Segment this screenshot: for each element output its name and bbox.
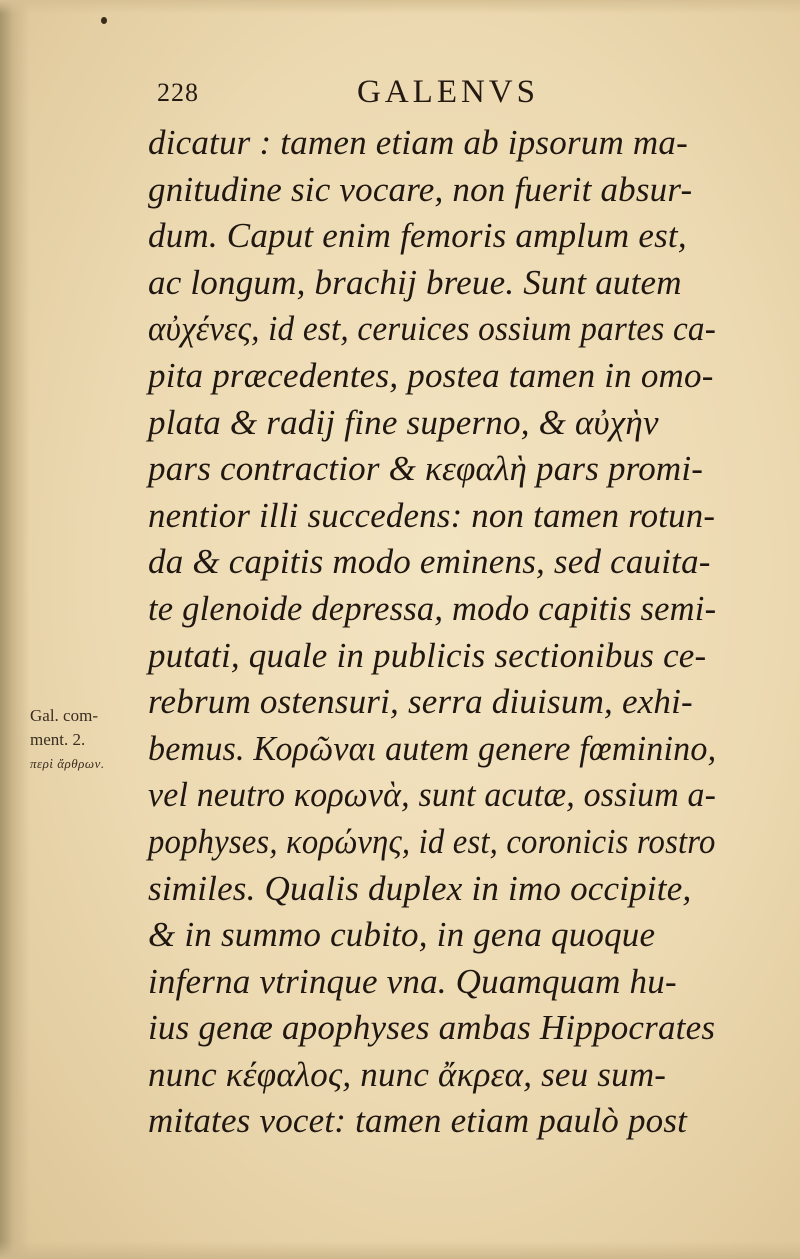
text-line: putati, quale in publicis sectionibus ce-	[148, 635, 707, 675]
text-line: nunc κέφαλος, nunc ἄκρεα, seu sum-	[148, 1054, 667, 1094]
text-line: vel neutro κορωνὰ, sunt acutæ, ossium a-	[148, 775, 717, 815]
text-line: ac longum, brachij breue. Sunt autem	[148, 262, 682, 302]
text-line: dum. Caput enim femoris amplum est,	[148, 216, 687, 256]
text-line: te glenoide depressa, modo capitis semi-	[148, 588, 717, 628]
gutter-shadow	[0, 0, 30, 1259]
marginal-note-line: ment. 2.	[30, 730, 86, 749]
marginal-note-greek: περὶ ἄρθρων.	[30, 756, 105, 771]
text-line: bemus. Κορῶναι autem genere fœminino,	[148, 728, 717, 768]
text-line: gnitudine sic vocare, non fuerit absur-	[148, 169, 693, 209]
ink-spot	[101, 17, 107, 24]
page-bottom-edge	[0, 1241, 800, 1259]
page-header	[157, 72, 717, 120]
running-head: GALENVS	[357, 74, 539, 110]
page-top-edge	[0, 0, 800, 14]
text-line: da & capitis modo eminens, sed cauita-	[148, 542, 711, 582]
text-line: nentior illi succedens: non tamen rotun-	[148, 495, 716, 535]
text-line: similes. Qualis duplex in imo occipite,	[148, 868, 692, 908]
text-line: pita præcedentes, postea tamen in omo-	[148, 355, 714, 395]
marginal-note-line: Gal. com-	[30, 706, 98, 725]
text-line: αὐχένες, id est, ceruices ossium partes ca-	[148, 309, 717, 349]
text-line: rebrum ostensuri, serra diuisum, exhi-	[148, 682, 693, 722]
text-line: ius genæ apophyses ambas Hippocrates	[148, 1008, 716, 1048]
body-text	[148, 120, 716, 1145]
page-number: 228	[157, 78, 199, 107]
marginal-note	[30, 704, 150, 776]
text-line: mitates vocet: tamen etiam paulò post	[148, 1101, 688, 1141]
text-line: plata & radij fine superno, & αὐχὴν	[148, 402, 659, 442]
text-line: & in summo cubito, in gena quoque	[148, 915, 656, 955]
text-line: pars contractior & κεφαλὴ pars promi-	[148, 449, 704, 489]
text-line: pophyses, κορώνης, id est, coronicis rostro	[148, 821, 716, 861]
text-line: inferna vtrinque vna. Quamquam hu-	[148, 961, 677, 1001]
text-line: dicatur : tamen etiam ab ipsorum ma-	[148, 123, 688, 162]
